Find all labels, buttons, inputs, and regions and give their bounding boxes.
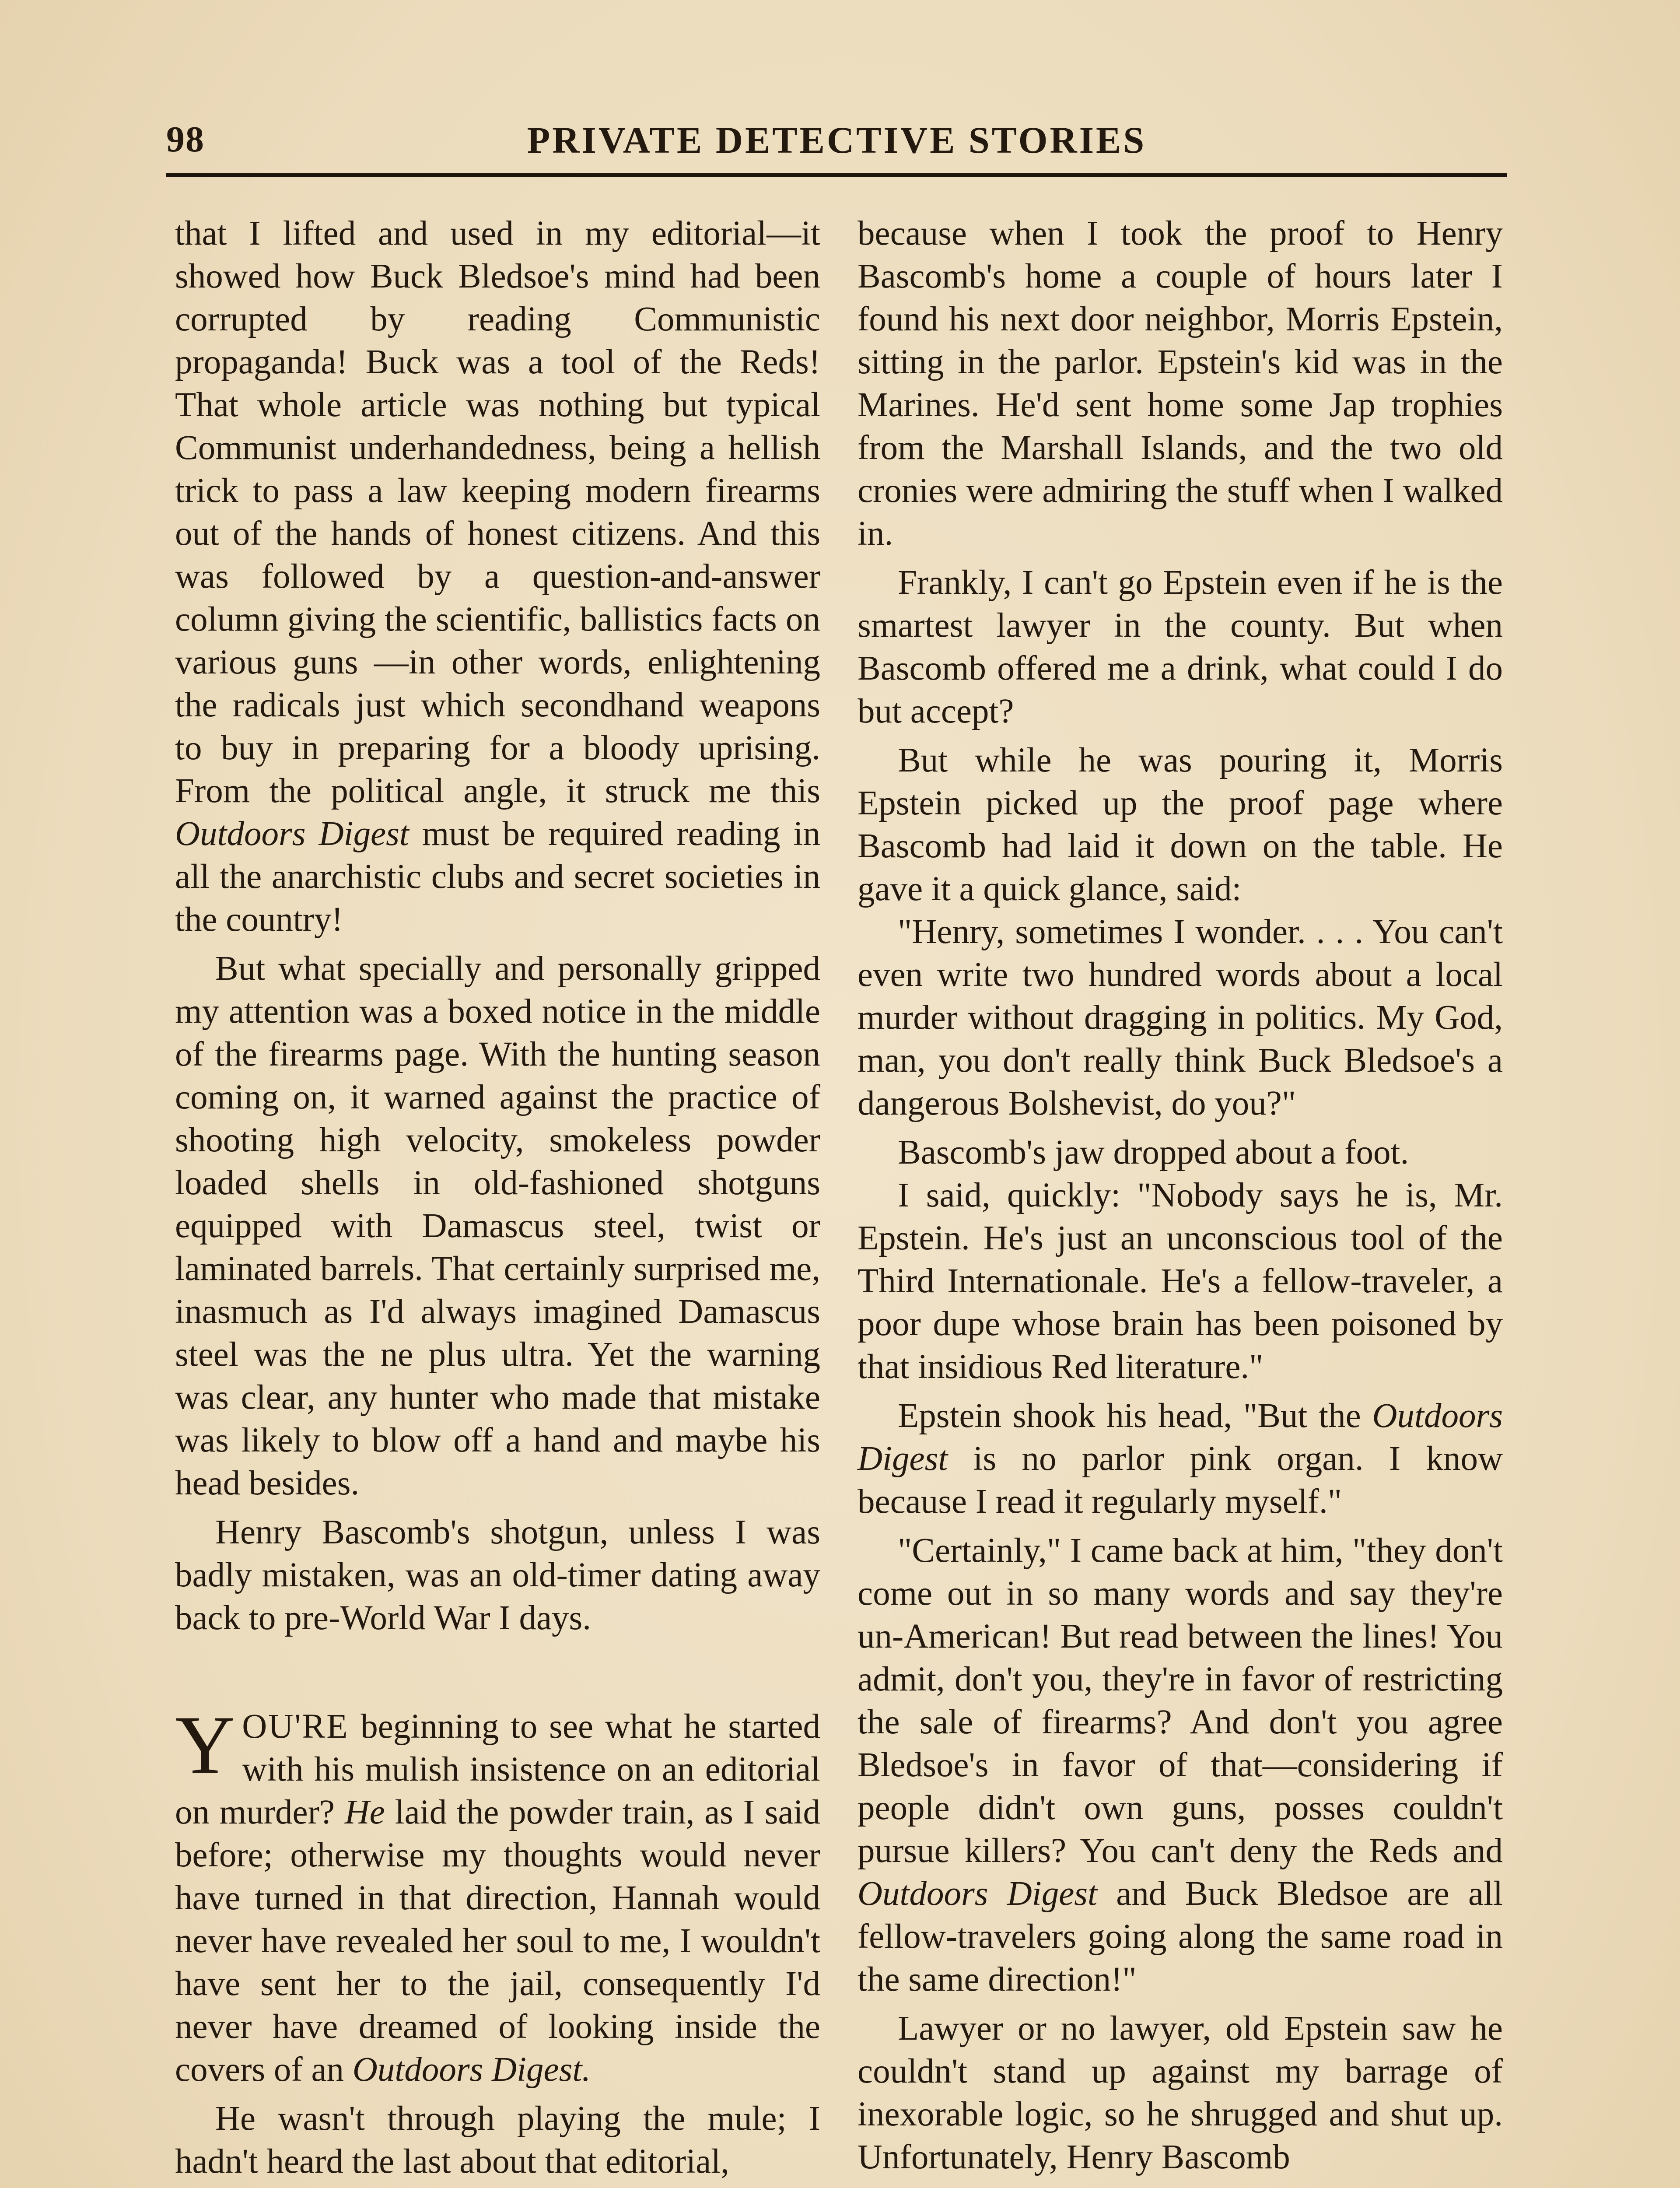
paragraph: "Certainly," I came back at him, "they don't come out in so many words and say they're un-American! But read between the lines! You admit, don't you, they're in favor of restricting the sale of firearms? And don't you agree Bledsoe's in favor of that—considering if people didn't own guns, posses couldn't pursue killers? You can't deny the Reds and Outdoors Digest and Buck Bledsoe are all fellow-travelers going along the same road in the same direction!" <box>858 1532 1503 1999</box>
header-rule <box>166 173 1507 177</box>
paragraph: But while he was pouring it, Morris Epstein picked up the proof page where Bascomb had laid it down on the table. He gave it a quick glance, said: <box>858 741 1503 908</box>
paragraph: Bascomb's jaw dropped about a foot. <box>898 1133 1409 1171</box>
magazine-title: Outdoors Digest. <box>352 2051 591 2089</box>
running-title: PRIVATE DETECTIVE STORIES <box>527 119 1147 161</box>
paragraph: Lawyer or no lawyer, old Epstein saw he couldn't stand up against my barrage of inexorable logic, so he shrugged and shut up. Unfortunately, Henry Bascomb <box>858 2009 1503 2176</box>
right-column <box>858 212 1503 2179</box>
paragraph: I said, quickly: "Nobody says he is, Mr. Epstein. He's just an unconscious tool of the Third Internationale. He's a fellow-traveler, a poor dupe whose brain has been poisoned by that insidious Red literature." <box>858 1176 1503 1386</box>
paragraph: Frankly, I can't go Epstein even if he is the smartest lawyer in the county. But when Bascomb offered me a drink, what could I do but accept? <box>858 564 1503 730</box>
paragraph: "Henry, sometimes I wonder. . . . You can't even write two hundred words about a local murder without dragging in politics. My God, man, you don't really think Buck Bledsoe's a dangerous Bolshevist, do you?" <box>858 913 1503 1122</box>
paragraph: Epstein shook his head, "But the Outdoors Digest is no parlor pink organ. I know because I read it regularly myself." <box>858 1397 1503 1521</box>
section-start-paragraph: YOU'RE beginning to see what he started with his mulish insistence on an editorial on murder? He laid the powder train, as I said before; otherwise my thoughts would never have turned in that direction, Hannah would never have revealed her soul to me, I wouldn't have sent her to the jail, consequently I'd never have dreamed of looking inside the covers of an Outdoors Digest. <box>175 1699 820 2089</box>
paragraph: that I lifted and used in my editorial—it showed how Buck Bledsoe's mind had been corrupted by reading Communistic propaganda! Buck was a tool of the Reds! That whole article was nothing but typical Communist underhandedness, being a hellish trick to pass a law keeping modern firearms out of the hands of honest citizens. And this was followed by a question-and-answer column giving the scientific, ballistics facts on various guns —in other words, enlightening the radicals just which secondhand weapons to buy in preparing for a bloody uprising. From the political angle, it struck me this Outdoors Digest must be required reading in all the anarchistic clubs and secret societies in the country! <box>175 214 821 939</box>
magazine-title: Outdoors Digest <box>175 815 409 853</box>
paragraph: Henry Bascomb's shotgun, unless I was badly mistaken, was an old-timer dating away back to pre-World War I days. <box>175 1513 820 1637</box>
left-column <box>175 212 820 2183</box>
drop-cap: Y <box>175 1699 235 1791</box>
page-number: 98 <box>166 119 205 160</box>
magazine-title: Outdoors Digest <box>858 1875 1097 1913</box>
paragraph: But what specially and personally gripped my attention was a boxed notice in the middle of the firearms page. With the hunting season coming on, it warned against the practice of shooting high velocity, smokeless powder loaded shells in old-fashioned shotguns equipped with Damascus steel, twist or laminated barrels. That certainly surprised me, inasmuch as I'd always imagined Damascus steel was the ne plus ultra. Yet the warning was clear, any hunter who made that mistake was likely to blow off a hand and maybe his head besides. <box>175 950 820 1502</box>
paragraph: He wasn't through playing the mule; I hadn't heard the last about that editorial, <box>175 2100 820 2181</box>
paragraph: because when I took the proof to Henry Bascomb's home a couple of hours later I found his next door neighbor, Morris Epstein, sitting in the parlor. Epstein's kid was in the Marines. He'd sent home some Jap trophies from the Marshall Islands, and the two old cronies were admiring the stuff when I walked in. <box>858 214 1503 553</box>
magazine-title: Outdoors Digest <box>858 1397 1503 1478</box>
running-header <box>166 118 1507 171</box>
